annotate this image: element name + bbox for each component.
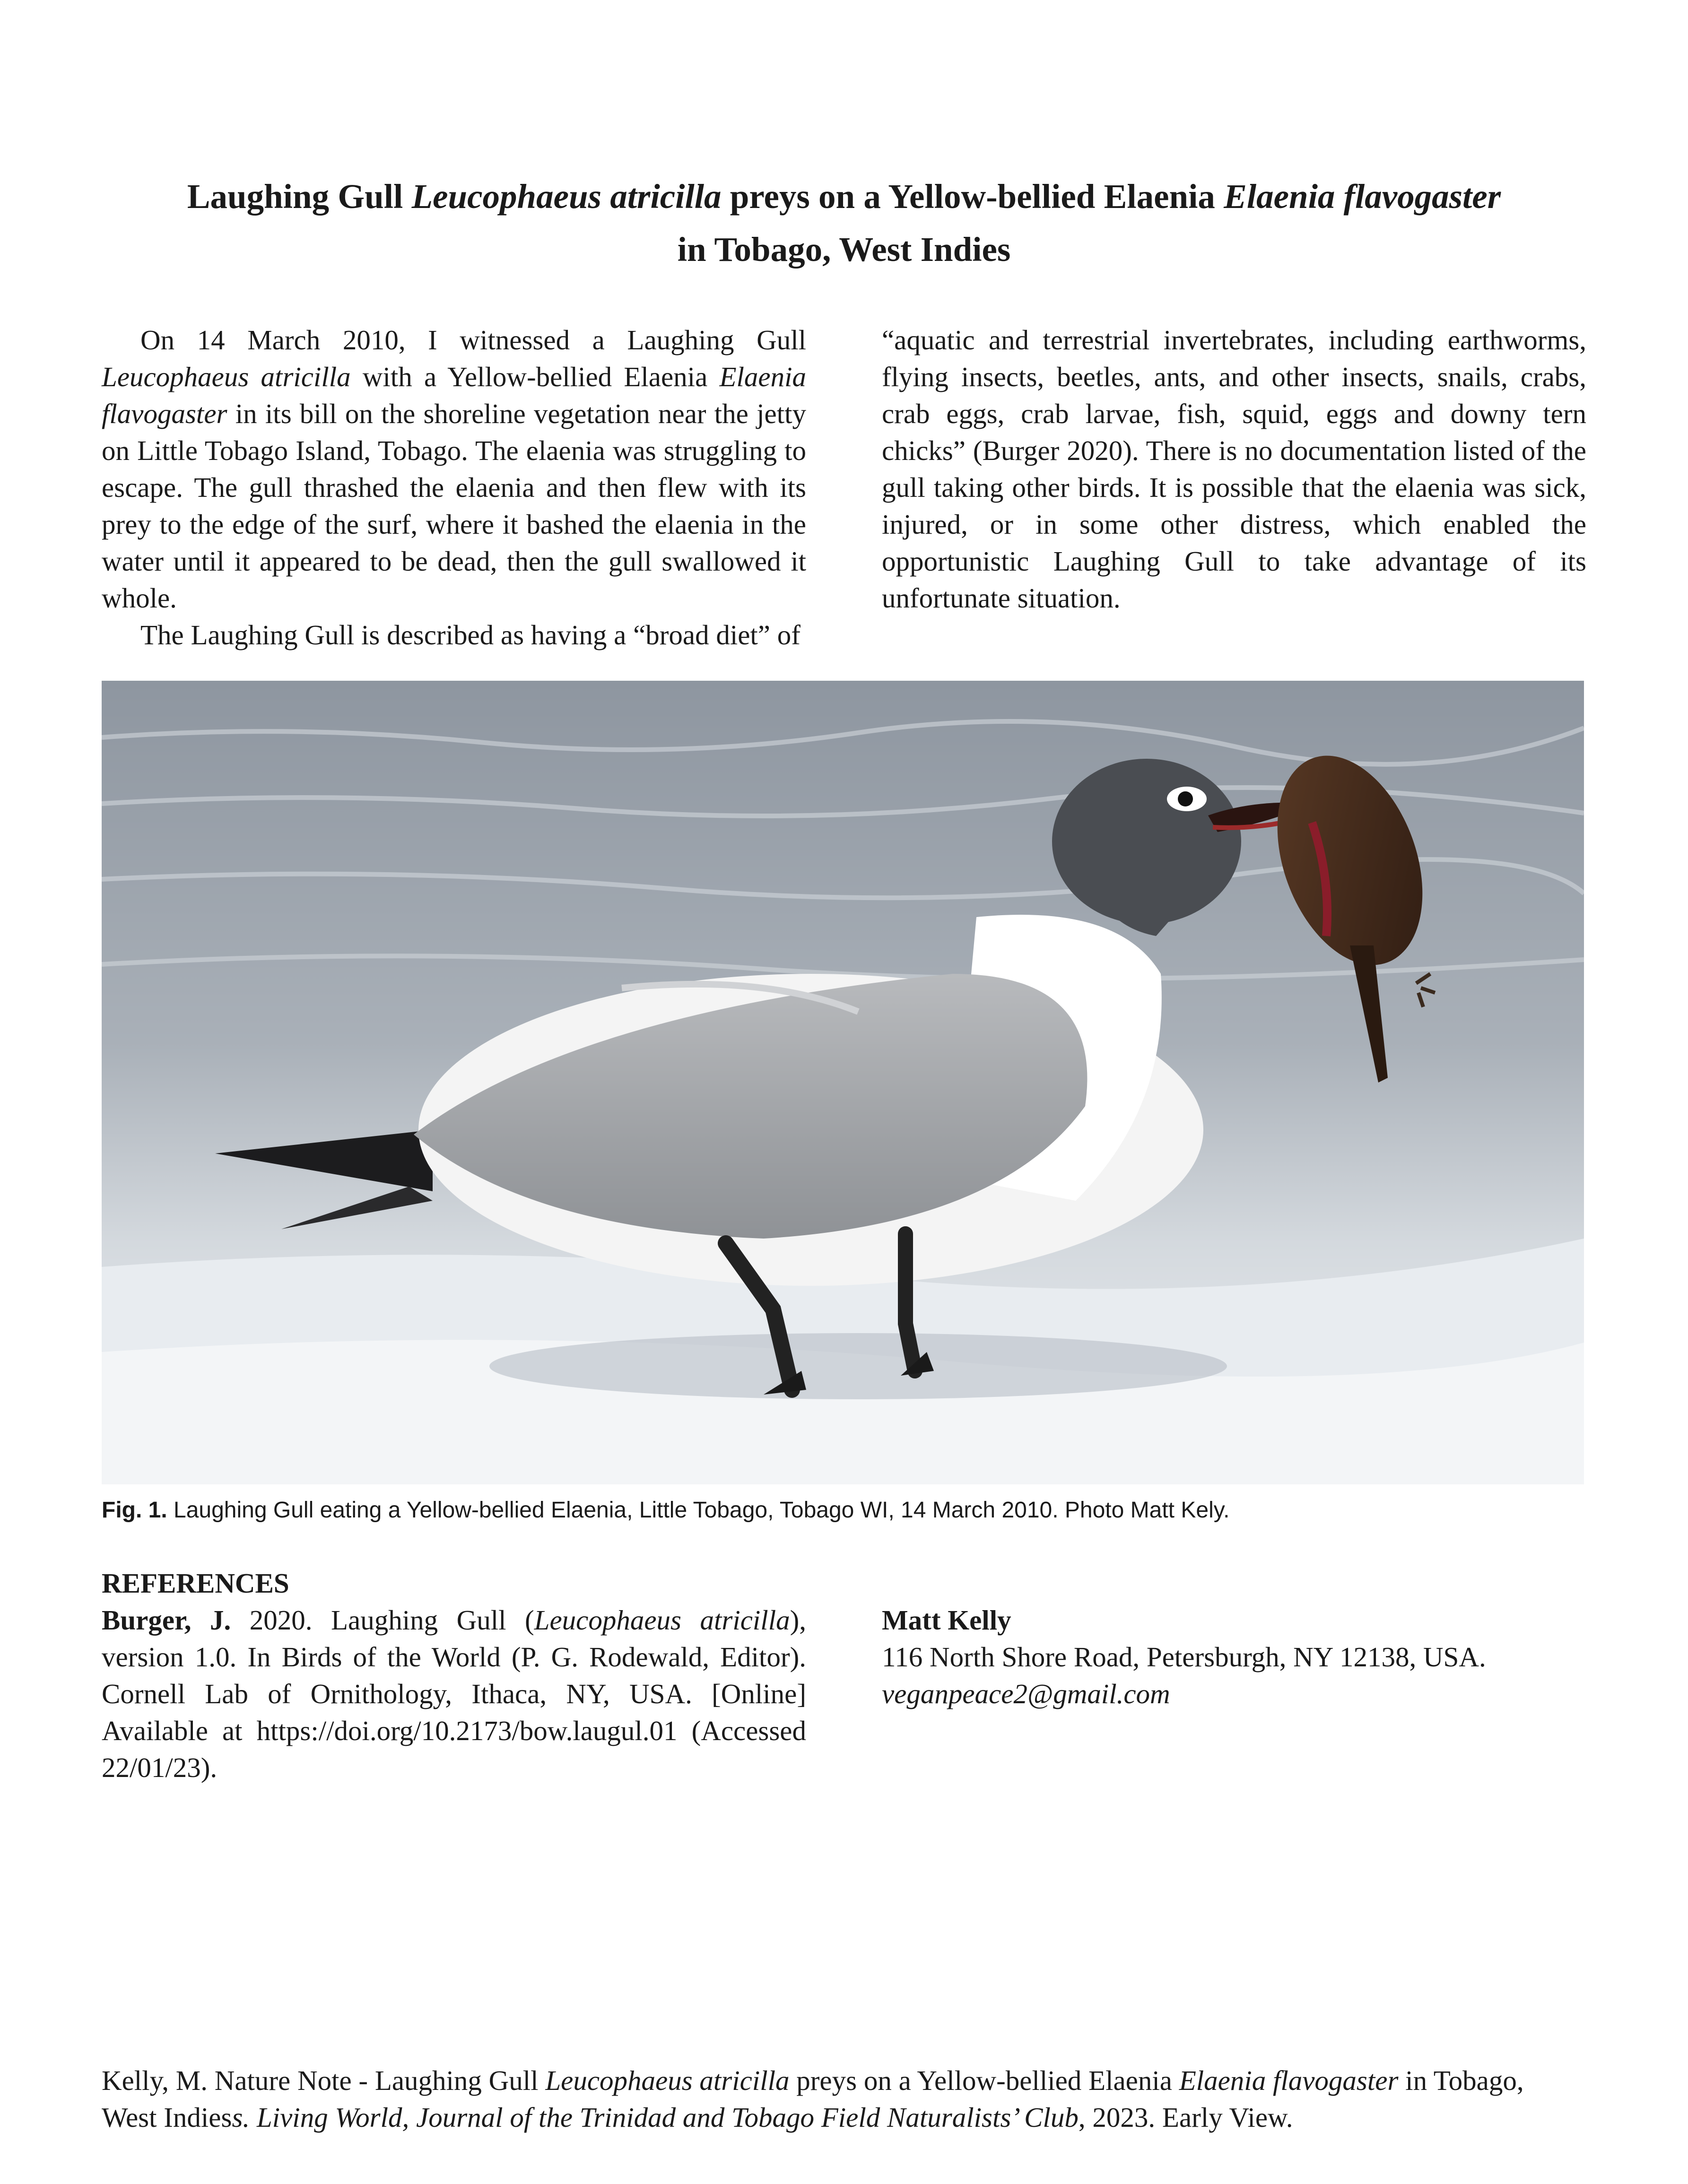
body-column-right [882, 321, 1586, 616]
footer-journal: s. Living World, Journal of the Trinidad and Tobago Field Naturalists’ Club [232, 2102, 1079, 2133]
author-name: Matt Kelly [882, 1604, 1011, 1636]
footer-species-elaenia: Elaenia flavogaster [1179, 2065, 1399, 2096]
reference-text-2: ), version 1.0. In Birds of the World (P. G. Rodewald, Editor). Cornell Lab of Ornithology, Ithaca, NY, USA. [Online] Available at https://doi.org/10.2173/bow.laugul.01 (Accessed 22/01/23). [102, 1604, 806, 1783]
p1-text-2: with a Yellow-bellied Elaenia [350, 361, 720, 392]
reference-entry [102, 1602, 806, 1786]
title-text-1: Laughing Gull [187, 177, 412, 216]
article-title [95, 170, 1593, 276]
author-address: 116 North Shore Road, Petersburgh, NY 12138, USA. [882, 1641, 1486, 1673]
title-line-2: in Tobago, West Indies [677, 230, 1011, 269]
footer-species-gull: Leucophaeus atricilla [545, 2065, 790, 2096]
p1-text-1: On 14 March 2010, I witnessed a Laughing Gull [140, 324, 806, 355]
footer-text-4: , 2023. Early View. [1078, 2102, 1293, 2133]
reference-species: Leucophaeus atricilla [534, 1604, 790, 1636]
paragraph-1 [102, 321, 806, 616]
author-block [882, 1602, 1586, 1712]
paragraph-2-start: The Laughing Gull is described as having a “broad diet” of [140, 619, 800, 650]
citation-footer [102, 2062, 1584, 2136]
footer-text-3: in Tobago, West Indies [102, 2065, 1524, 2133]
author-email: veganpeace2@gmail.com [882, 1678, 1170, 1709]
title-text-2: preys on a Yellow-bellied Elaenia [721, 177, 1224, 216]
p1-species-elaenia: Elaenia flavogaster [102, 361, 806, 429]
figure-photo [102, 681, 1584, 1484]
reference-text-1: 2020. Laughing Gull ( [231, 1604, 534, 1636]
title-species-gull: Leucophaeus atricilla [411, 177, 722, 216]
p1-species-gull: Leucophaeus atricilla [102, 361, 351, 392]
figure-label: Fig. 1. [102, 1498, 167, 1523]
figure-caption-text: Laughing Gull eating a Yellow-bellied Elaenia, Little Tobago, Tobago WI, 14 March 2010. Photo Matt Kely. [167, 1498, 1230, 1523]
footer-text-1: Kelly, M. Nature Note - Laughing Gull [102, 2065, 546, 2096]
references-heading: REFERENCES [102, 1568, 289, 1599]
gull-photo-illustration [102, 681, 1584, 1484]
title-species-elaenia: Elaenia flavogaster [1224, 177, 1501, 216]
body-column-left [102, 321, 806, 653]
footer-text-2: preys on a Yellow-bellied Elaenia [789, 2065, 1179, 2096]
figure-caption [102, 1494, 1584, 1527]
reference-author: Burger, J. [102, 1604, 231, 1636]
paragraph-2-continued: “aquatic and terrestrial invertebrates, including earthworms, flying insects, beetles, ants, and other insects, snails, crabs, crab eggs, crab larvae, fish, squid, eggs and downy tern chicks” (Burger 2020). There is no documentation listed of the gull taking other birds. It is possible that the elaenia was sick, injured, or in some other distress, which enabled the opportunistic Laughing Gull to take advantage of its unfortunate situation. [882, 324, 1586, 614]
p1-text-3: in its bill on the shoreline vegetation near the jetty on Little Tobago Island, Tobago. The elaenia was struggling to escape. The gull thrashed the elaenia and then flew with its prey to the edge of the surf, where it bashed the elaenia in the water until it appeared to be dead, then the gull swallowed it whole. [102, 398, 806, 614]
